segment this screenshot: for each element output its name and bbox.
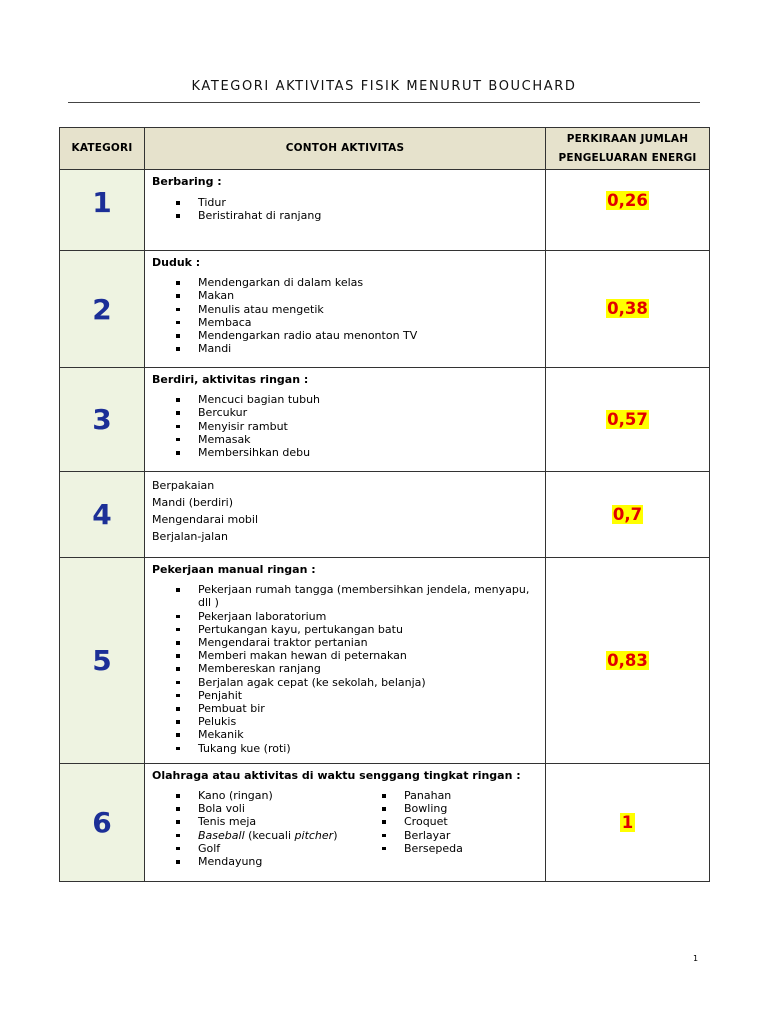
list-item: Mengendarai mobil <box>152 513 259 526</box>
activity-columns <box>152 789 545 868</box>
list-item: Membereskan ranjang <box>174 662 545 675</box>
contoh-cell <box>145 251 546 368</box>
list-item: Baseball (kecuali pitcher) <box>174 829 380 842</box>
list-item: Berlayar <box>380 829 463 842</box>
list-item: Pekerjaan rumah tangga (membersihkan jendela, menyapu, dll ) <box>174 583 545 609</box>
energi-cell <box>546 170 710 251</box>
contoh-cell <box>145 170 546 251</box>
list-item: Pertukangan kayu, pertukangan batu <box>174 623 545 636</box>
activity-list <box>152 196 545 222</box>
energi-cell <box>546 558 710 764</box>
energi-value: 1 <box>621 812 634 832</box>
table-row <box>60 763 710 881</box>
energi-value: 0,83 <box>607 650 648 670</box>
list-item: Mendengarkan di dalam kelas <box>174 276 545 289</box>
activity-table <box>59 127 710 882</box>
list-item: Berjalan-jalan <box>152 530 228 543</box>
header-contoh-aktivitas: CONTOH AKTIVITAS <box>145 128 546 170</box>
kategori-cell <box>60 170 145 251</box>
contoh-cell <box>145 763 546 881</box>
list-item: Bola voli <box>174 802 380 815</box>
kategori-number: 2 <box>92 292 112 326</box>
list-item: Makan <box>174 289 545 302</box>
kategori-number: 4 <box>92 498 112 531</box>
list-item: Mengendarai traktor pertanian <box>174 636 545 649</box>
energi-value: 0,38 <box>607 298 648 318</box>
list-item: Pelukis <box>174 715 545 728</box>
activity-group-label: Pekerjaan manual ringan : <box>152 563 316 576</box>
list-item: Pembuat bir <box>174 702 545 715</box>
kategori-number: 1 <box>92 185 112 219</box>
list-item: Tenis meja <box>174 815 380 828</box>
list-item: Mandi <box>174 342 545 355</box>
list-item: Bercukur <box>174 406 545 419</box>
kategori-number: 5 <box>92 643 112 677</box>
list-item: Tukang kue (roti) <box>174 742 545 755</box>
header-energi: PERKIRAAN JUMLAH PENGELUARAN ENERGI <box>546 128 710 170</box>
list-item: Croquet <box>380 815 463 828</box>
kategori-cell <box>60 558 145 764</box>
page-number: 1 <box>693 954 699 963</box>
list-item: Berpakaian <box>152 479 215 492</box>
activity-list <box>152 393 545 459</box>
kategori-cell <box>60 368 145 472</box>
list-item: Bowling <box>380 802 463 815</box>
kategori-number: 6 <box>92 805 112 839</box>
list-item: Berjalan agak cepat (ke sekolah, belanja) <box>174 676 545 689</box>
list-item: Membersihkan debu <box>174 446 545 459</box>
kategori-number: 3 <box>92 403 112 436</box>
energi-value: 0,57 <box>607 410 648 429</box>
contoh-cell <box>145 558 546 764</box>
table-row <box>60 472 710 558</box>
contoh-cell <box>145 472 546 558</box>
energi-cell <box>546 763 710 881</box>
activity-list-left <box>152 789 380 868</box>
kategori-cell <box>60 763 145 881</box>
activity-group-label: Berdiri, aktivitas ringan : <box>152 373 309 386</box>
energi-cell <box>546 368 710 472</box>
contoh-cell <box>145 368 546 472</box>
activity-group-label: Berbaring : <box>152 175 222 188</box>
list-item: Bersepeda <box>380 842 463 855</box>
list-item: Pekerjaan laboratorium <box>174 610 545 623</box>
list-item: Beristirahat di ranjang <box>174 209 545 222</box>
list-item: Golf <box>174 842 380 855</box>
table-row <box>60 558 710 764</box>
list-item: Memasak <box>174 433 545 446</box>
list-item: Menulis atau mengetik <box>174 303 545 316</box>
list-item: Mencuci bagian tubuh <box>174 393 545 406</box>
header-kategori: KATEGORI <box>60 128 145 170</box>
energi-cell <box>546 251 710 368</box>
list-item: Menyisir rambut <box>174 420 545 433</box>
list-item: Kano (ringan) <box>174 789 380 802</box>
list-item: Tidur <box>174 196 545 209</box>
list-item: Memberi makan hewan di peternakan <box>174 649 545 662</box>
energi-cell <box>546 472 710 558</box>
page-title: KATEGORI AKTIVITAS FISIK MENURUT BOUCHARD <box>191 79 577 94</box>
table-row <box>60 368 710 472</box>
list-item: Mandi (berdiri) <box>152 496 234 509</box>
activity-group-label: Duduk : <box>152 256 201 269</box>
table-header-row <box>60 128 710 170</box>
table-row <box>60 251 710 368</box>
activity-list <box>152 583 545 755</box>
kategori-cell <box>60 251 145 368</box>
title-underline <box>68 102 700 103</box>
activity-list <box>152 276 545 355</box>
activity-list-right <box>380 789 463 868</box>
list-item: Mendayung <box>174 855 380 868</box>
energi-value: 0,7 <box>612 505 643 524</box>
list-item: Mendengarkan radio atau menonton TV <box>174 329 545 342</box>
energi-value: 0,26 <box>607 191 648 210</box>
table-row <box>60 170 710 251</box>
list-item: Panahan <box>380 789 463 802</box>
activity-group-label: Olahraga atau aktivitas di waktu senggang tingkat ringan : <box>152 768 521 782</box>
kategori-cell <box>60 472 145 558</box>
list-item: Penjahit <box>174 689 545 702</box>
list-item: Membaca <box>174 316 545 329</box>
list-item: Mekanik <box>174 728 545 741</box>
